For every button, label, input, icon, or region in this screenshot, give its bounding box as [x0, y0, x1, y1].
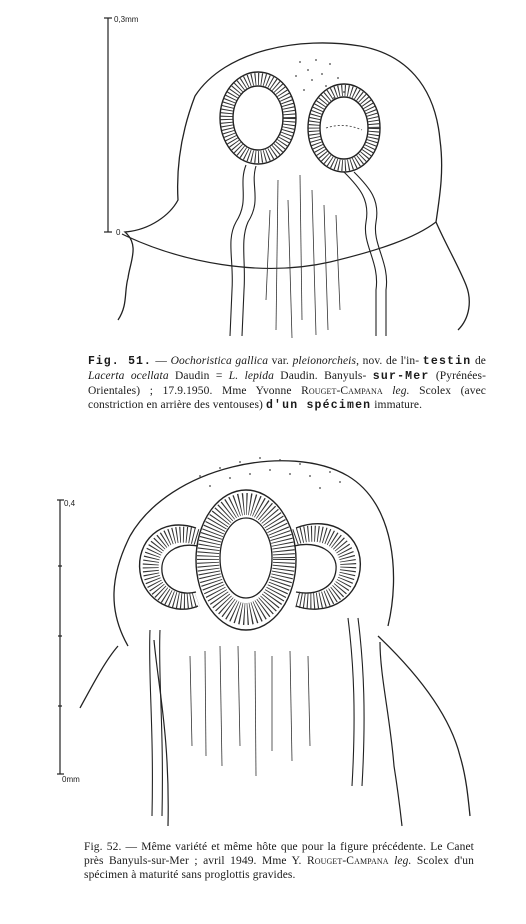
sucker-left [220, 72, 296, 164]
host-synonym: L. lepida [228, 370, 274, 382]
excretory-canals [230, 165, 387, 336]
constriction-line [122, 222, 436, 268]
caption-text: Scolex d'un spécimen à maturité sans proglottis gravides. [84, 855, 474, 881]
figure-52-drawing [0, 446, 526, 836]
sucker-left [140, 525, 198, 609]
sucker-right [308, 84, 380, 172]
caption-text: Daudin. [273, 370, 325, 382]
collector-name: Campana [340, 385, 383, 397]
stipple-area [295, 59, 345, 99]
scolex-drawing-fig51 [0, 0, 526, 345]
sucker-central [196, 490, 296, 630]
caption-text: Banyuls- [324, 370, 367, 382]
figure-51-drawing [0, 0, 526, 345]
caption-text: var. [268, 355, 293, 367]
scale-label-bottom: 0mm [62, 775, 80, 784]
taxon-name: Oochoristica gallica [170, 355, 269, 367]
caption-text: — Même variété et même hôte que pour la figure précédente. Le Canet près Banyuls-sur-Mer ; avril 1949. Mme Y. [84, 841, 474, 867]
collector-name: Rouget-Campana [307, 855, 389, 867]
scale-label-top: 0,3mm [114, 15, 139, 24]
leg-abbrev: leg. [382, 385, 410, 397]
host-name: Lacerta ocellata [88, 370, 169, 382]
caption-text: , nov. de l'in- [356, 355, 420, 367]
longitudinal-fibers [190, 646, 310, 776]
scale-bar [104, 18, 112, 232]
scolex-outline [118, 43, 469, 330]
scolex-outline [80, 461, 470, 816]
collector-name: Rouget- [301, 385, 341, 397]
caption-text: testin [422, 355, 472, 368]
caption-text: d'un spécimen [265, 399, 372, 412]
stipple-area [199, 457, 341, 489]
scale-label-bottom: 0 [116, 228, 121, 237]
figure-label: Fig. 52. [84, 841, 122, 853]
caption-text: de [471, 355, 486, 367]
sucker-right [294, 524, 360, 609]
scolex-drawing-fig52 [0, 446, 526, 836]
variety-name: pleionorcheis [292, 355, 357, 367]
figure-52-caption [84, 840, 474, 882]
caption-text: — [151, 355, 171, 367]
figure-51-caption [88, 354, 486, 413]
caption-text: immature. [371, 399, 423, 411]
figure-label: Fig. 51. [88, 355, 152, 368]
neck-outline [154, 640, 402, 826]
excretory-canals [150, 618, 364, 816]
caption-text: (Pyrénées-Orientales) ; 17.9.1950. Mme Yvonne [88, 370, 487, 397]
leg-abbrev: leg. [388, 855, 412, 867]
caption-text: Scolex (avec constriction en arrière des ventouses) [88, 385, 486, 411]
scale-bar [57, 500, 64, 774]
caption-text: sur-Mer [372, 370, 430, 383]
longitudinal-fibers [266, 175, 340, 338]
scale-label-top: 0,4 [64, 499, 76, 508]
caption-text: Daudin = [168, 370, 229, 382]
